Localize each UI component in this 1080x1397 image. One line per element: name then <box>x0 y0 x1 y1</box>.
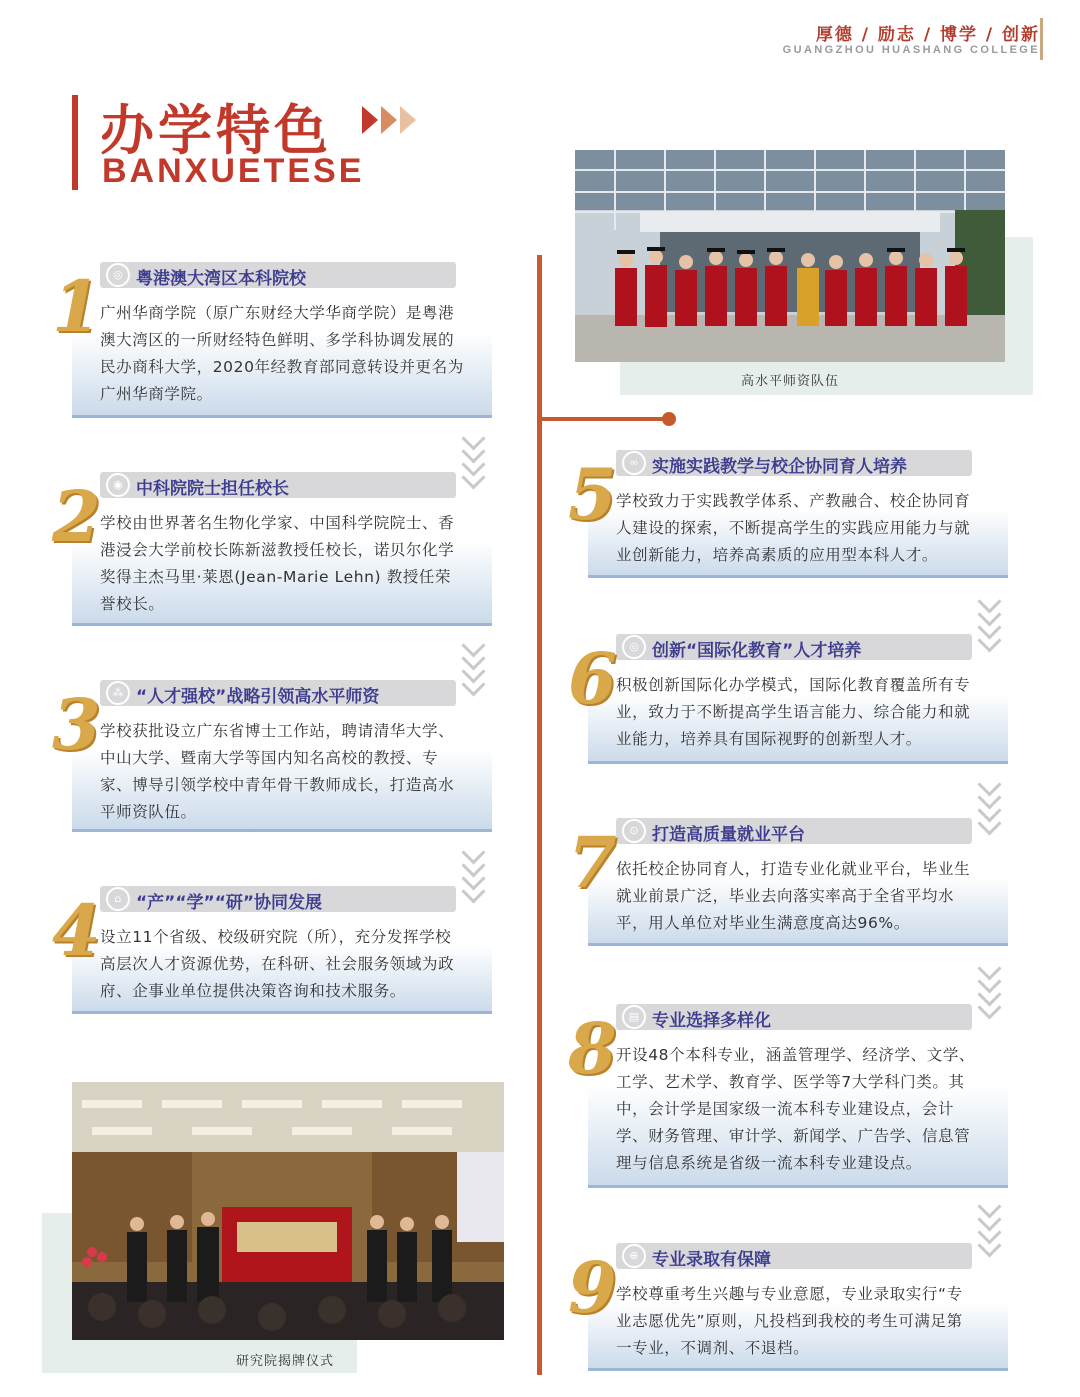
feature-number: 2 <box>52 475 101 558</box>
handshake-icon: ∞ <box>622 451 646 475</box>
feature-description-line: 业创新能力，培养高素质的应用型本科人才。 <box>616 546 939 564</box>
feature-heading-pill <box>616 1243 972 1269</box>
card-bottom-line <box>588 943 1008 946</box>
feature-heading-pill <box>100 680 456 706</box>
feature-card-7 <box>568 818 1008 946</box>
page-title-pinyin: BANXUETESE <box>102 152 365 190</box>
feature-description-line: 学校获批设立广东省博士工作站，聘请清华大学、 <box>100 722 455 740</box>
feature-card-4 <box>52 886 492 1014</box>
feature-heading-pill <box>100 886 456 912</box>
college-motto: 厚德 / 励志 / 博学 / 创新 <box>815 25 1040 45</box>
feature-description-line: 业，致力于不断提高学生语言能力、综合能力和就 <box>616 703 971 721</box>
feature-description-line: 设立11个省级、校级研究院（所），充分发挥学校 <box>100 928 452 946</box>
feature-description-line: 高层次人才资源优势，在科研、社会服务领域为政 <box>100 955 455 973</box>
feature-description-line: 依托校企协同育人，打造专业化就业平台，毕业生 <box>616 860 971 878</box>
feature-number: 3 <box>52 683 101 766</box>
chevron-down-icon <box>974 776 1004 828</box>
feature-description-line: 广州华商学院（原广东财经大学华商学院）是粤港 <box>100 304 455 322</box>
feature-description-line: 民办商科大学，2020年经教育部同意转设并更名为 <box>100 358 464 376</box>
feature-description-line: 业志愿优先”原则，凡投档到我校的考生可满足第 <box>616 1312 963 1330</box>
feature-description-line: 平，用人单位对毕业生满意度高达96%。 <box>616 914 910 932</box>
chevron-down-icon <box>458 637 488 689</box>
feature-heading-pill <box>616 450 972 476</box>
feature-heading: “产”“学”“研”协同发展 <box>136 893 323 913</box>
feature-description-line: 中山大学、暨南大学等国内知名高校的教授、专 <box>100 749 439 767</box>
card-bottom-line <box>588 1185 1008 1188</box>
institute-ceremony-photo <box>72 1082 504 1340</box>
feature-heading-pill <box>100 262 456 288</box>
feature-heading-pill <box>100 472 456 498</box>
feature-description-line: 学校尊重考生兴趣与专业意愿，专业录取实行“专 <box>616 1285 963 1303</box>
feature-number: 7 <box>568 821 617 904</box>
feature-card-3 <box>52 680 492 832</box>
feature-description <box>616 856 1002 937</box>
chevron-down-icon <box>458 844 488 896</box>
card-bottom-line <box>588 575 1008 578</box>
feature-heading: 中科院院士担任校长 <box>136 479 289 499</box>
arrow-decoration-icon <box>362 106 419 138</box>
feature-description <box>616 1042 1002 1177</box>
feature-description <box>100 300 486 408</box>
feature-description-line: 平师资队伍。 <box>100 803 197 821</box>
feature-description-line: 学、财务管理、审计学、新闻学、广告学、信息管 <box>616 1127 971 1145</box>
feature-description-line: 业能力，培养具有国际视野的创新型人才。 <box>616 730 922 748</box>
header-divider <box>1040 18 1043 60</box>
card-bottom-line <box>72 623 492 626</box>
feature-description-line: 一专业，不调剂、不退档。 <box>616 1339 810 1357</box>
feature-description-line: 开设48个本科专业，涵盖管理学、经济学、文学、 <box>616 1046 976 1064</box>
feature-description-line: 奖得主杰马里·莱恩(Jean-Marie Lehn) 教授任荣 <box>100 568 452 586</box>
faculty-photo <box>575 150 1005 362</box>
feature-card-9 <box>568 1243 1008 1371</box>
feature-description <box>100 924 486 1005</box>
chevron-down-icon <box>458 430 488 482</box>
feature-description-line: 学校由世界著名生物化学家、中国科学院院士、香 <box>100 514 455 532</box>
feature-description-line: 人建设的探索，不断提高学生的实践应用能力与就 <box>616 519 971 537</box>
timeline-dot <box>662 412 676 426</box>
chevron-down-icon <box>974 960 1004 1012</box>
feature-description-line: 府、企事业单位提供决策咨询和技术服务。 <box>100 982 406 1000</box>
feature-number: 5 <box>568 453 617 536</box>
feature-description-line: 学校致力于实践教学体系、产教融合、校企协同育 <box>616 492 971 510</box>
search-icon: ⊙ <box>622 819 646 843</box>
feature-description-line: 港浸会大学前校长陈新滋教授任校长，诺贝尔化学 <box>100 541 455 559</box>
feature-heading: 粤港澳大湾区本科院校 <box>136 269 306 289</box>
feature-card-6 <box>568 634 1008 764</box>
target-icon: ⊕ <box>622 1244 646 1268</box>
feature-description-line: 工学、艺术学、教育学、医学等7大学科门类。其 <box>616 1073 965 1091</box>
feature-description <box>616 672 1002 753</box>
feature-description-line: 积极创新国际化办学模式，国际化教育覆盖所有专 <box>616 676 971 694</box>
feature-card-2 <box>52 472 492 626</box>
scholar-icon: ◉ <box>106 473 130 497</box>
feature-description-line: 家、博导引领学校中青年骨干教师成长，打造高水 <box>100 776 455 794</box>
feature-description-line: 中，会计学是国家级一流本科专业建设点，会计 <box>616 1100 955 1118</box>
timeline-line <box>537 255 542 1375</box>
faculty-photo-caption: 高水平师资队伍 <box>740 374 839 389</box>
feature-heading: 专业录取有保障 <box>652 1250 771 1270</box>
feature-heading: 实施实践教学与校企协同育人培养 <box>652 457 907 477</box>
chevron-down-icon <box>974 593 1004 645</box>
card-bottom-line <box>72 829 492 832</box>
feature-number: 6 <box>568 637 617 720</box>
building-icon: ▤ <box>622 1005 646 1029</box>
feature-description-line: 誉校长。 <box>100 595 165 613</box>
college-english-name: GUANGZHOU HUASHANG COLLEGE <box>782 44 1040 56</box>
feature-heading: 专业选择多样化 <box>652 1011 771 1031</box>
feature-description <box>100 510 486 618</box>
feature-heading: 打造高质量就业平台 <box>652 825 805 845</box>
feature-card-1 <box>52 262 492 418</box>
feature-heading-pill <box>616 634 972 660</box>
globe-icon: ◎ <box>106 263 130 287</box>
feature-description <box>616 488 1002 569</box>
title-accent-bar <box>72 95 78 190</box>
feature-heading: “人才强校”战略引领高水平师资 <box>136 687 380 707</box>
feature-heading-pill <box>616 1004 972 1030</box>
feature-description-line: 理与信息系统是省级一流本科专业建设点。 <box>616 1154 922 1172</box>
feature-number: 9 <box>568 1246 617 1329</box>
feature-description-line: 就业前景广泛，毕业去向落实率高于全省平均水 <box>616 887 955 905</box>
feature-description-line: 澳大湾区的一所财经特色鲜明、多学科协调发展的 <box>100 331 455 349</box>
page-title: 办学特色 <box>100 98 332 162</box>
timeline-branch <box>537 417 667 421</box>
feature-number: 4 <box>52 889 101 972</box>
card-bottom-line <box>72 415 492 418</box>
feature-description <box>616 1281 1002 1362</box>
feature-card-5 <box>568 450 1008 578</box>
card-bottom-line <box>588 761 1008 764</box>
card-bottom-line <box>72 1011 492 1014</box>
feature-description-line: 广州华商学院。 <box>100 385 213 403</box>
feature-number: 1 <box>52 265 101 348</box>
ceremony-photo-caption: 研究院揭牌仪式 <box>235 1354 334 1369</box>
card-bottom-line <box>588 1368 1008 1371</box>
chevron-down-icon <box>974 1198 1004 1250</box>
feature-number: 8 <box>568 1007 617 1090</box>
lab-icon: ⌂ <box>106 887 130 911</box>
feature-heading: 创新“国际化教育”人才培养 <box>652 641 862 661</box>
globe-icon: ◎ <box>622 635 646 659</box>
network-icon: ⁂ <box>106 681 130 705</box>
feature-description <box>100 718 486 826</box>
feature-heading-pill <box>616 818 972 844</box>
feature-card-8 <box>568 1004 1008 1188</box>
